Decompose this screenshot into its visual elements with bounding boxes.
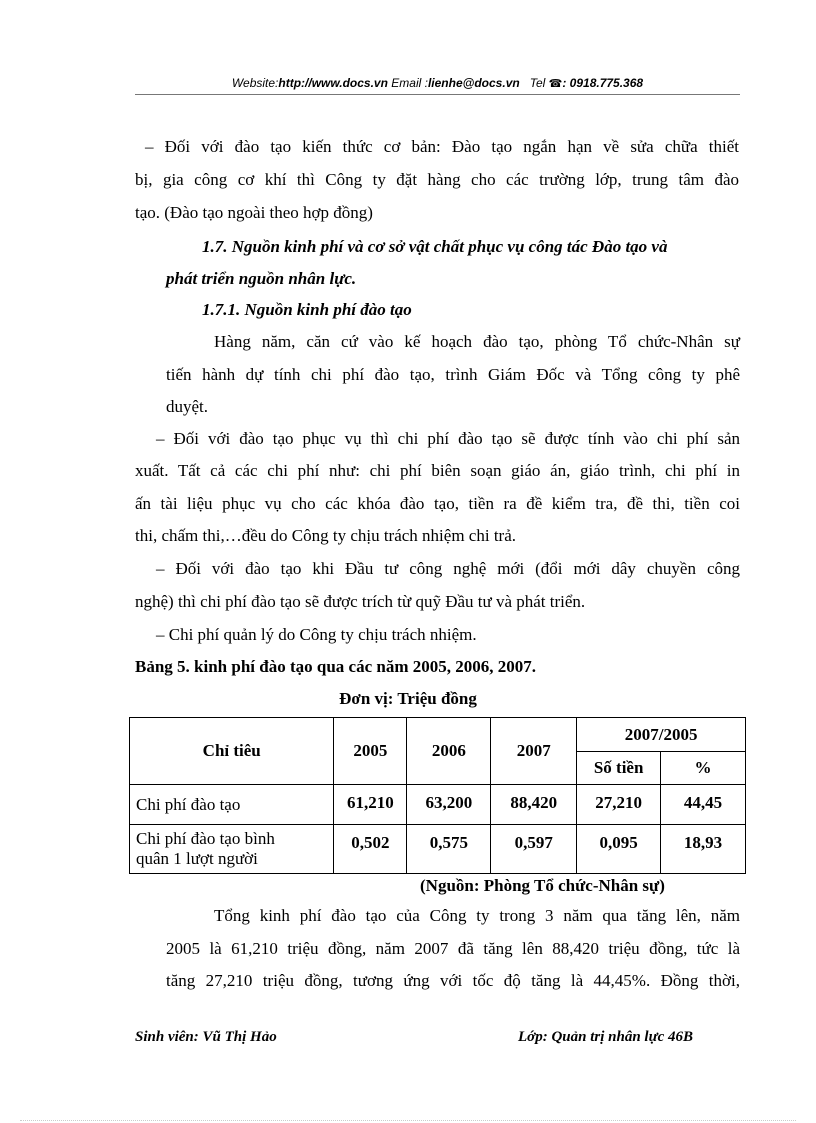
row-label	[130, 825, 334, 874]
row-label-line2: quân 1 lượt người	[136, 849, 258, 868]
header-divider	[135, 94, 740, 95]
website-label: Website:	[231, 76, 279, 90]
para6-line2: 2005 là 61,210 triệu đồng, năm 2007 đã tăng lên 88,420 triệu đồng, tức là	[166, 939, 740, 958]
cell-2005: 0,502	[334, 825, 407, 874]
para1-line2: bị, gia công cơ khí thì Công ty đặt hàng cho các trường lớp, trung tâm đào	[135, 170, 739, 189]
page-bottom-divider	[20, 1120, 796, 1121]
header-indicator: Chỉ tiêu	[130, 718, 334, 785]
cell-2006: 63,200	[407, 785, 491, 825]
table-unit: Đơn vị: Triệu đồng	[339, 689, 477, 708]
table-title: Bảng 5. kinh phí đào tạo qua các năm 2005, 2006, 2007.	[135, 657, 536, 676]
email-label: Email :	[391, 76, 428, 90]
cell-2005: 61,210	[334, 785, 407, 825]
header-amount: Số tiền	[577, 752, 661, 785]
training-cost-table	[129, 717, 746, 874]
para5: – Chi phí quản lý do Công ty chịu trách nhiệm.	[156, 625, 477, 644]
cell-percent: 44,45	[661, 785, 746, 825]
row-label-line1: Chi phí đào tạo bình	[136, 829, 275, 848]
header-percent: %	[661, 752, 746, 785]
website-url[interactable]: http://www.docs.vn	[278, 76, 388, 90]
tel-label: Tel	[529, 76, 546, 90]
table-row	[130, 825, 746, 874]
section-heading-1-7-1: 1.7.1. Nguồn kinh phí đào tạo	[202, 300, 412, 319]
page-header	[135, 76, 740, 90]
phone-icon: ☎	[548, 78, 563, 90]
cell-percent: 18,93	[661, 825, 746, 874]
para4-line1: – Đối với đào tạo khi Đầu tư công nghệ mới (đổi mới dây chuyền công	[156, 559, 740, 578]
para3-line3: ấn tài liệu phục vụ cho các khóa đào tạo, tiền ra đề kiểm tra, đề thi, tiền coi	[135, 494, 740, 513]
para1-line1: – Đối với đào tạo kiến thức cơ bản: Đào tạo ngắn hạn về sửa chữa thiết	[145, 137, 739, 156]
para6-line1: Tổng kinh phí đào tạo của Công ty trong 3 năm qua tăng lên, năm	[214, 906, 740, 925]
table-source: (Nguồn: Phòng Tổ chức-Nhân sự)	[420, 876, 665, 895]
para3-line1: – Đối với đào tạo phục vụ thì chi phí đào tạo sẽ được tính vào chi phí sản	[156, 429, 740, 448]
para2-line1: Hàng năm, căn cứ vào kế hoạch đào tạo, phòng Tổ chức-Nhân sự	[214, 332, 740, 351]
row-label: Chi phí đào tạo	[130, 785, 334, 825]
header-2005: 2005	[334, 718, 407, 785]
cell-2007: 88,420	[491, 785, 577, 825]
footer-student: Sinh viên: Vũ Thị Hảo	[135, 1029, 277, 1045]
para3-line2: xuất. Tất cả các chi phí như: chi phí biên soạn giáo án, giáo trình, chi phí in	[135, 461, 740, 480]
table-header-row	[130, 718, 746, 752]
header-2007: 2007	[491, 718, 577, 785]
header-compare: 2007/2005	[577, 718, 746, 752]
para4-line2: nghệ) thì chi phí đào tạo sẽ được trích từ quỹ Đầu tư và phát triển.	[135, 592, 586, 611]
cell-2006: 0,575	[407, 825, 491, 874]
section-heading-1-7-line1: 1.7. Nguồn kinh phí và cơ sở vật chất phục vụ công tác Đào tạo và	[202, 237, 668, 256]
cell-amount: 27,210	[577, 785, 661, 825]
para2-line3: duyệt.	[166, 397, 209, 416]
cell-amount: 0,095	[577, 825, 661, 874]
para1-line3: tạo. (Đào tạo ngoài theo hợp đồng)	[135, 203, 373, 222]
cell-2007: 0,597	[491, 825, 577, 874]
table-row	[130, 785, 746, 825]
email-address[interactable]: lienhe@docs.vn	[427, 76, 520, 90]
header-2006: 2006	[407, 718, 491, 785]
footer-class: Lớp: Quản trị nhân lực 46B	[518, 1029, 693, 1045]
section-heading-1-7-line2: phát triển nguồn nhân lực.	[166, 269, 357, 288]
tel-number: : 0918.775.368	[562, 76, 644, 90]
para6-line3: tăng 27,210 triệu đồng, tương ứng với tốc độ tăng là 44,45%. Đồng thời,	[166, 971, 740, 990]
para2-line2: tiến hành dự tính chi phí đào tạo, trình Giám Đốc và Tổng công ty phê	[166, 365, 740, 384]
para3-line4: thi, chấm thi,…đều do Công ty chịu trách nhiệm chi trả.	[135, 526, 516, 545]
